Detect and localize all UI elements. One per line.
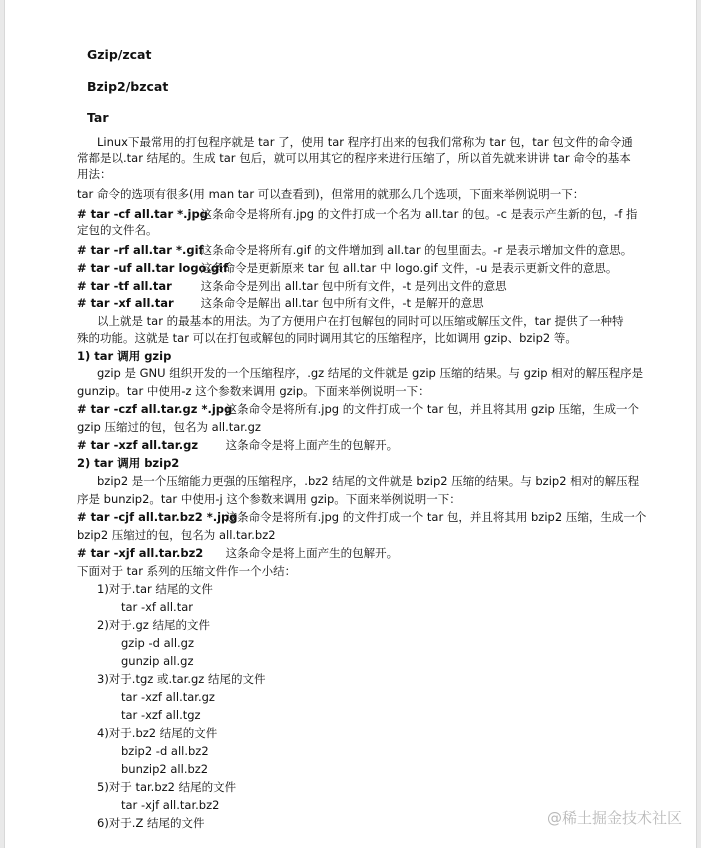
paragraph-line: Linux下最常用的打包程序就是 tar 了，使用 tar 程序打出来的包我们常称为 tar 包，tar 包文件的命令通 — [97, 135, 633, 149]
command-text: # tar -uf all.tar logo.gif — [77, 261, 229, 275]
command-description: 这条命令是将所有.jpg 的文件打成一个 tar 包，并且将其用 bzip2 压缩，生成一个 — [225, 510, 647, 524]
command-description: 这条命令是将上面产生的包解开。 — [225, 546, 399, 560]
heading-bzip2: Bzip2/bzcat — [87, 79, 169, 94]
paragraph-line: 以上就是 tar 的最基本的用法。为了方便用户在打包解包的同时可以压缩或解压文件，tar 提供了一种特 — [97, 314, 624, 328]
command-text: # tar -rf all.tar *.gif — [77, 243, 204, 257]
command-text: # tar -cf all.tar *.jpg — [77, 207, 208, 221]
paragraph-line: gunzip。tar 中使用-z 这个参数来调用 gzip。下面来举例说明一下： — [77, 384, 430, 398]
list-item-title: 4)对于.bz2 结尾的文件 — [97, 726, 218, 740]
list-item-command: tar -xjf all.tar.bz2 — [121, 798, 220, 812]
command-description: 这条命令是将所有.gif 的文件增加到 all.tar 的包里面去。-r 是表示增加文件的意思。 — [200, 243, 633, 257]
command-row — [77, 401, 639, 417]
list-item-command: gzip -d all.gz — [121, 636, 195, 650]
paragraph-line: tar 命令的选项有很多(用 man tar 可以查看到)，但常用的就那么几个选项，下面来举例说明一下： — [77, 187, 585, 201]
section-title-gzip: 1) tar 调用 gzip — [77, 349, 172, 363]
watermark: @稀土掘金技术社区 — [546, 809, 682, 827]
command-row — [77, 545, 398, 561]
command-row — [77, 509, 646, 525]
heading-tar: Tar — [87, 110, 109, 125]
paragraph-line: gzip 是 GNU 组织开发的一个压缩程序，.gz 结尾的文件就是 gzip 压缩的结果。与 gzip 相对的解压程序是 — [97, 366, 644, 380]
command-description-cont: bzip2 压缩过的包，包名为 all.tar.bz2 — [77, 528, 276, 542]
command-text: # tar -xzf all.tar.gz — [77, 438, 199, 452]
list-item-command: bunzip2 all.bz2 — [121, 762, 209, 776]
list-item-command: bzip2 -d all.bz2 — [121, 744, 209, 758]
command-description: 这条命令是将所有.jpg 的文件打成一个 tar 包，并且将其用 gzip 压缩，生成一个 — [225, 402, 639, 416]
paragraph-line: 殊的功能。这就是 tar 可以在打包或解包的同时调用其它的压缩程序，比如调用 gzip、bzip2 等。 — [77, 331, 577, 345]
list-item-title: 5)对于 tar.bz2 结尾的文件 — [97, 780, 237, 794]
command-text: # tar -xjf all.tar.bz2 — [77, 546, 204, 560]
command-description: 这条命令是列出 all.tar 包中所有文件，-t 是列出文件的意思 — [200, 279, 507, 293]
summary-intro: 下面对于 tar 系列的压缩文件作一个小结： — [77, 564, 297, 578]
command-row — [77, 437, 398, 453]
heading-gzip: Gzip/zcat — [87, 47, 152, 62]
command-text: # tar -xf all.tar — [77, 296, 174, 310]
paragraph-line: bzip2 是一个压缩能力更强的压缩程序，.bz2 结尾的文件就是 bzip2 压缩的结果。与 bzip2 相对的解压程 — [97, 474, 640, 488]
command-description-cont: 定包的文件名。 — [77, 223, 158, 237]
paragraph-line: 常都是以.tar 结尾的。生成 tar 包后，就可以用其它的程序来进行压缩了，所以首先就来讲讲 tar 命令的基本 — [77, 151, 631, 165]
command-description: 这条命令是将所有.jpg 的文件打成一个名为 all.tar 的包。-c 是表示产生新的包，-f 指 — [200, 207, 638, 221]
command-description: 这条命令是更新原来 tar 包 all.tar 中 logo.gif 文件，-u 是表示更新文件的意思。 — [200, 261, 618, 275]
command-text: # tar -tf all.tar — [77, 279, 172, 293]
list-item-command: tar -xf all.tar — [121, 600, 193, 614]
command-row — [77, 242, 632, 258]
document-page — [4, 0, 697, 848]
section-title-bzip2: 2) tar 调用 bzip2 — [77, 456, 180, 470]
list-item-title: 3)对于.tgz 或.tar.gz 结尾的文件 — [97, 672, 266, 686]
list-item-title: 2)对于.gz 结尾的文件 — [97, 618, 210, 632]
command-row — [77, 260, 617, 276]
list-item-title: 1)对于.tar 结尾的文件 — [97, 582, 213, 596]
list-item-command: tar -xzf all.tar.gz — [121, 690, 215, 704]
command-description: 这条命令是解出 all.tar 包中所有文件，-t 是解开的意思 — [200, 296, 484, 310]
list-item-command: gunzip all.gz — [121, 654, 194, 668]
list-item-title: 6)对于.Z 结尾的文件 — [97, 816, 205, 830]
command-row — [77, 295, 484, 311]
command-row — [77, 278, 507, 294]
command-description: 这条命令是将上面产生的包解开。 — [225, 438, 399, 452]
command-text: # tar -cjf all.tar.bz2 *.jpg — [77, 510, 238, 524]
list-item-command: tar -xzf all.tgz — [121, 708, 201, 722]
paragraph-line: 用法： — [77, 167, 112, 181]
command-text: # tar -czf all.tar.gz *.jpg — [77, 402, 233, 416]
command-description-cont: gzip 压缩过的包，包名为 all.tar.gz — [77, 420, 261, 434]
command-row — [77, 206, 637, 222]
paragraph-line: 序是 bunzip2。tar 中使用-j 这个参数来调用 gzip。下面来举例说明一下： — [77, 492, 461, 506]
